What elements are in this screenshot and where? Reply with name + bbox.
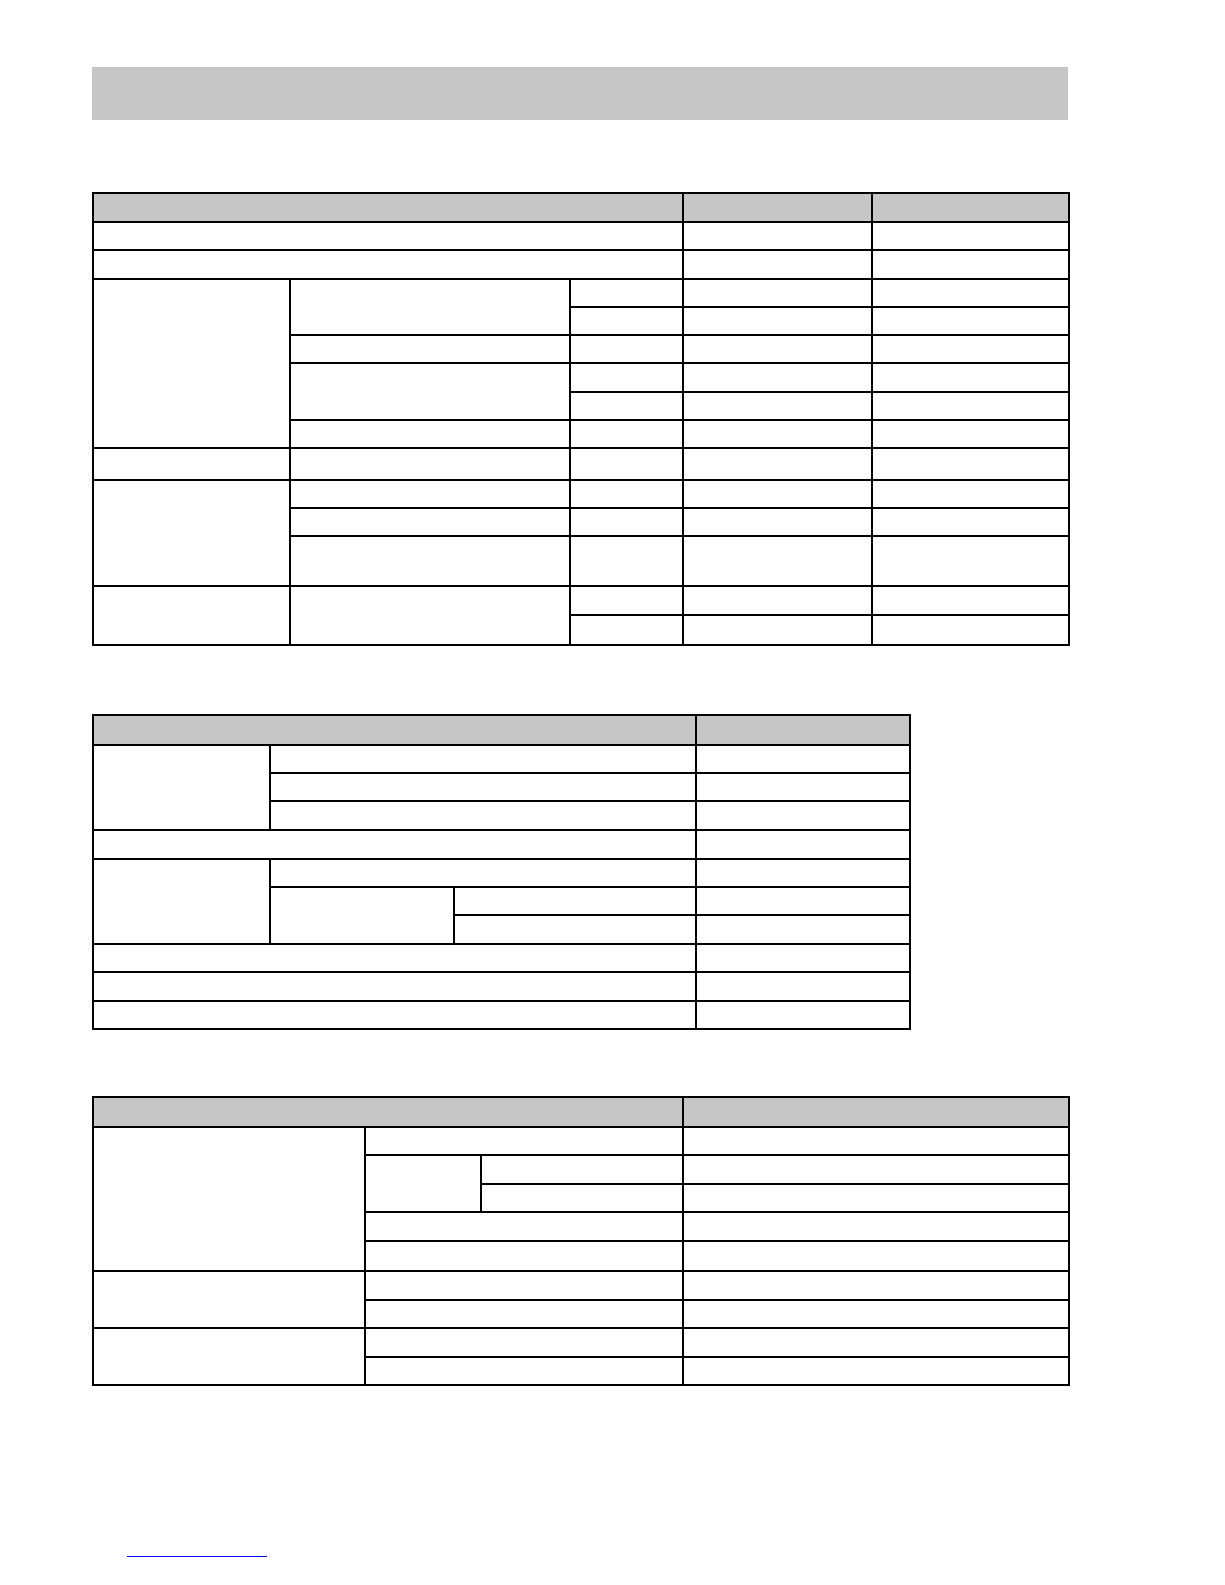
table-cell (683, 480, 872, 508)
table-cell (683, 222, 872, 250)
table-row (93, 1328, 1069, 1357)
table-cell (683, 536, 872, 586)
table-row (93, 222, 1069, 250)
table-cell (872, 250, 1069, 279)
table-cell (365, 1127, 683, 1155)
table-cell (696, 745, 910, 773)
table-cell (872, 480, 1069, 508)
table-cell (696, 887, 910, 915)
table-row (93, 1127, 1069, 1155)
table-cell (93, 250, 683, 279)
table-row (93, 972, 910, 1001)
table-cell (570, 536, 683, 586)
table-row (93, 745, 910, 773)
table-cell (683, 508, 872, 536)
group-cell (93, 480, 290, 586)
subgroup-cell (290, 586, 570, 645)
table-cell (270, 773, 696, 801)
table-cell (683, 1212, 1069, 1241)
table-cell (570, 307, 683, 335)
table-cell (683, 363, 872, 392)
subgroup-cell (270, 887, 454, 944)
table-row (93, 859, 910, 887)
header-cell (683, 193, 872, 222)
table-cell (683, 250, 872, 279)
header-cell (872, 193, 1069, 222)
table-cell (683, 1184, 1069, 1212)
table-cell (872, 392, 1069, 420)
table-cell (570, 335, 683, 363)
table-cell (290, 335, 570, 363)
table-header-row (93, 1097, 1069, 1127)
footer-link[interactable] (127, 1556, 267, 1557)
table-row (93, 448, 1069, 480)
table-cell (570, 480, 683, 508)
table-row (93, 944, 910, 972)
table-cell (683, 1328, 1069, 1357)
subgroup-cell (290, 363, 570, 420)
table-cell (290, 508, 570, 536)
table-cell (93, 944, 696, 972)
table-cell (570, 586, 683, 615)
table-cell (696, 801, 910, 830)
table-cell (872, 508, 1069, 536)
table-cell (696, 773, 910, 801)
table-header-row (93, 193, 1069, 222)
header-cell (93, 1097, 683, 1127)
table-row (93, 480, 1069, 508)
table-cell (365, 1300, 683, 1328)
table-cell (696, 972, 910, 1001)
table-cell (683, 1300, 1069, 1328)
header-cell (683, 1097, 1069, 1127)
table-cell (872, 363, 1069, 392)
table-cell (93, 1001, 696, 1029)
table-cell (290, 480, 570, 508)
table-cell (570, 392, 683, 420)
table-cell (570, 448, 683, 480)
table-cell (683, 1357, 1069, 1385)
table-cell (872, 222, 1069, 250)
table-cell (365, 1271, 683, 1300)
table-row (93, 830, 910, 859)
table-cell (683, 420, 872, 448)
table-cell (93, 830, 696, 859)
header-cell (93, 715, 696, 745)
group-cell (93, 1328, 365, 1385)
table-cell (872, 335, 1069, 363)
table-cell (93, 972, 696, 1001)
table-cell (365, 1328, 683, 1357)
table-cell (696, 915, 910, 944)
table-row (93, 1001, 910, 1029)
spec-table-1 (92, 192, 1070, 646)
table-cell (696, 944, 910, 972)
table-cell (872, 586, 1069, 615)
table-cell (683, 586, 872, 615)
table-cell (570, 420, 683, 448)
table-cell (683, 1155, 1069, 1184)
table-cell (696, 1001, 910, 1029)
table-cell (570, 615, 683, 645)
table-cell (290, 448, 570, 480)
group-cell (93, 745, 270, 830)
table-cell (290, 420, 570, 448)
table-cell (290, 536, 570, 586)
table-cell (696, 830, 910, 859)
table-cell (872, 420, 1069, 448)
table-cell (365, 1357, 683, 1385)
table-row (93, 279, 1069, 307)
spec-table-3 (92, 1096, 1070, 1386)
table-cell (365, 1241, 683, 1271)
subgroup-cell (290, 279, 570, 335)
table-cell (683, 392, 872, 420)
table-cell (270, 745, 696, 773)
table-row (93, 1271, 1069, 1300)
table-header-row (93, 715, 910, 745)
table-cell (270, 859, 696, 887)
group-cell (93, 586, 290, 645)
table-cell (570, 363, 683, 392)
table-cell (872, 448, 1069, 480)
table-cell (454, 915, 696, 944)
table-cell (872, 615, 1069, 645)
group-cell (93, 1271, 365, 1328)
table-cell (872, 307, 1069, 335)
group-cell (93, 279, 290, 448)
group-cell (93, 859, 270, 944)
table-cell (270, 801, 696, 830)
table-cell (454, 887, 696, 915)
table-cell (696, 859, 910, 887)
table-cell (481, 1184, 683, 1212)
table-cell (683, 1127, 1069, 1155)
table-cell (683, 279, 872, 307)
subgroup-cell (365, 1155, 481, 1212)
section-title-bar (92, 67, 1068, 120)
group-cell (93, 448, 290, 480)
table-cell (570, 508, 683, 536)
table-cell (365, 1212, 683, 1241)
header-cell (696, 715, 910, 745)
table-row (93, 250, 1069, 279)
table-cell (872, 279, 1069, 307)
table-cell (683, 448, 872, 480)
table-row (93, 586, 1069, 615)
table-cell (481, 1155, 683, 1184)
table-cell (683, 1271, 1069, 1300)
table-cell (683, 307, 872, 335)
group-cell (93, 1127, 365, 1271)
table-cell (683, 1241, 1069, 1271)
table-cell (683, 335, 872, 363)
header-cell (93, 193, 683, 222)
table-cell (872, 536, 1069, 586)
table-cell (570, 279, 683, 307)
table-cell (93, 222, 683, 250)
table-cell (683, 615, 872, 645)
spec-table-2 (92, 714, 911, 1030)
